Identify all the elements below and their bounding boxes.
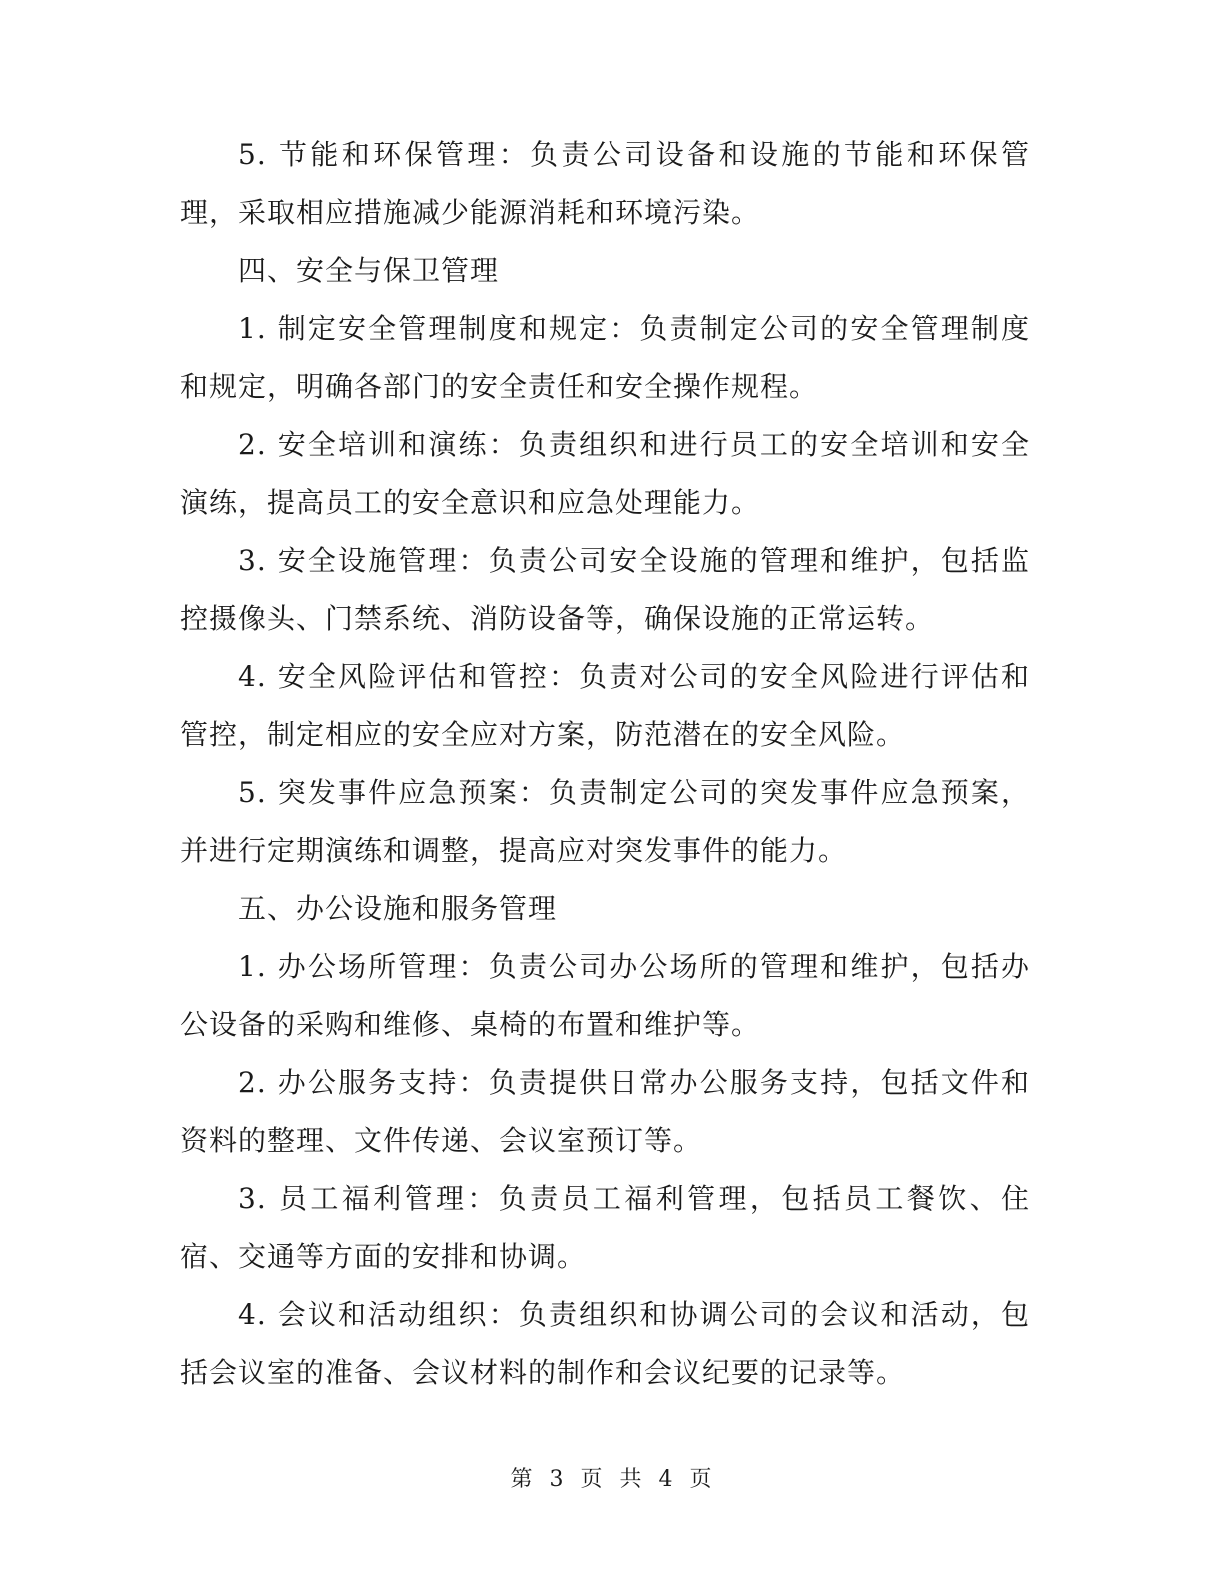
paragraph-item: 2. 办公服务支持：负责提供日常办公服务支持，包括文件和资料的整理、文件传递、会议室预订等。 <box>180 1066 1030 1157</box>
paragraph-item: 5. 突发事件应急预案：负责制定公司的突发事件应急预案，并进行定期演练和调整，提高应对突发事件的能力。 <box>180 776 1030 867</box>
paragraph-item: 1. 制定安全管理制度和规定：负责制定公司的安全管理制度和规定，明确各部门的安全责任和安全操作规程。 <box>180 312 1030 403</box>
paragraph-item: 5. 节能和环保管理：负责公司设备和设施的节能和环保管理，采取相应措施减少能源消耗和环境污染。 <box>180 138 1030 229</box>
document-body <box>180 126 1030 1402</box>
paragraph-item: 3. 员工福利管理：负责员工福利管理，包括员工餐饮、住宿、交通等方面的安排和协调。 <box>180 1182 1030 1273</box>
paragraph-item: 4. 会议和活动组织：负责组织和协调公司的会议和活动，包括会议室的准备、会议材料的制作和会议纪要的记录等。 <box>180 1298 1030 1389</box>
paragraph-item: 4. 安全风险评估和管控：负责对公司的安全风险进行评估和管控，制定相应的安全应对方案，防范潜在的安全风险。 <box>180 660 1030 751</box>
section-heading: 四、安全与保卫管理 <box>238 254 500 287</box>
paragraph-item: 1. 办公场所管理：负责公司办公场所的管理和维护，包括办公设备的采购和维修、桌椅的布置和维护等。 <box>180 950 1030 1041</box>
paragraph-item: 3. 安全设施管理：负责公司安全设施的管理和维护，包括监控摄像头、门禁系统、消防设备等，确保设施的正常运转。 <box>180 544 1030 635</box>
page-footer: 第 3 页 共 4 页 <box>510 1467 714 1492</box>
paragraph-item: 2. 安全培训和演练：负责组织和进行员工的安全培训和安全演练，提高员工的安全意识和应急处理能力。 <box>180 428 1030 519</box>
section-heading: 五、办公设施和服务管理 <box>238 892 558 925</box>
